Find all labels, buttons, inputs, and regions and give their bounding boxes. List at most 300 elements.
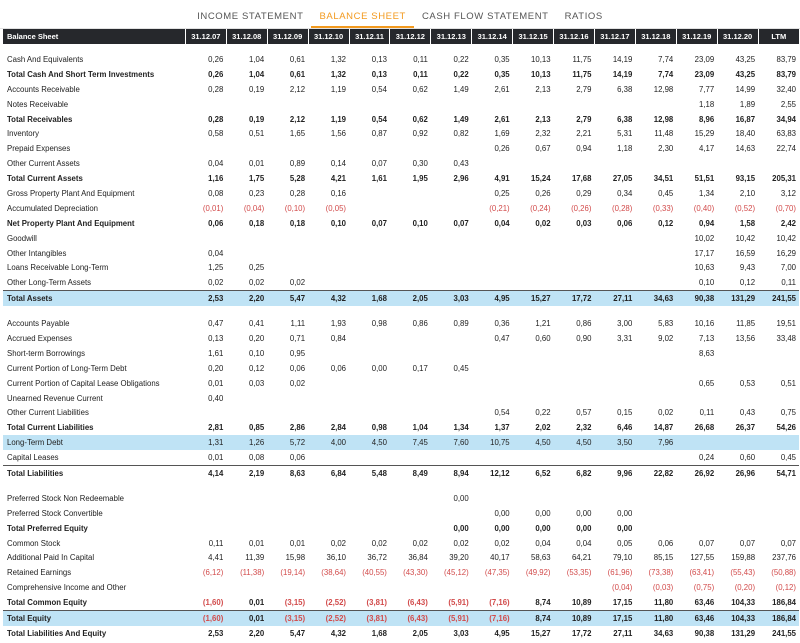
cell-value — [431, 405, 472, 420]
row-label: Accounts Payable — [7, 319, 70, 329]
cell-value — [513, 361, 554, 376]
table-row — [3, 141, 799, 156]
cell-value: 1,04 — [249, 54, 265, 64]
cell-value: 2,55 — [780, 99, 796, 109]
statement-tabs — [0, 0, 800, 29]
table-row — [3, 316, 799, 331]
cell-value — [431, 346, 472, 361]
cell-value: 1,68 — [371, 628, 387, 638]
cell-value: 4,50 — [513, 435, 554, 450]
cell-value — [267, 246, 308, 261]
cell-value: 186,84 — [758, 611, 799, 626]
cell-value: (0,20) — [734, 583, 756, 593]
cell-value: 43,25 — [735, 54, 756, 64]
cell-value: 2,13 — [535, 84, 551, 94]
cell-value: 11,85 — [736, 319, 756, 329]
cell-value — [431, 506, 472, 521]
cell-value — [226, 491, 267, 506]
cell-value: 1,61 — [208, 348, 224, 358]
cell-value — [308, 580, 349, 595]
cell-value — [267, 97, 308, 112]
cell-value: 26,96 — [717, 466, 758, 481]
row-label: Total Current Liabilities — [7, 423, 94, 433]
cell-value: 2,05 — [412, 628, 428, 638]
cell-value: 0,41 — [249, 319, 265, 329]
cell-value — [594, 346, 635, 361]
row-label: Accounts Receivable — [7, 84, 80, 94]
cell-value — [472, 450, 513, 465]
row-label — [3, 481, 185, 491]
cell-value: 0,13 — [371, 69, 387, 79]
cell-value — [308, 405, 349, 420]
cell-value: 0,28 — [208, 114, 224, 124]
cell-value — [185, 506, 226, 521]
cell-value — [431, 260, 472, 275]
cell-value: 15,98 — [285, 553, 306, 563]
cell-value: 2,10 — [739, 188, 756, 198]
cell-value: 0,00 — [453, 493, 469, 503]
row-label: Total Assets — [3, 291, 185, 306]
cell-value — [185, 491, 226, 506]
cell-value — [226, 231, 267, 246]
cell-value — [472, 306, 513, 316]
cell-value — [308, 481, 349, 491]
cell-value: 2,02 — [535, 423, 551, 433]
cell-value — [267, 44, 308, 52]
cell-value — [472, 376, 513, 391]
cell-value — [308, 246, 349, 261]
cell-value: (43,30) — [403, 568, 428, 578]
cell-value — [226, 246, 267, 261]
cell-value — [226, 306, 267, 316]
table-row — [3, 481, 799, 491]
cell-value: 33,48 — [776, 333, 796, 343]
cell-value: 0,06 — [617, 218, 633, 228]
cell-value: 8,94 — [431, 466, 472, 481]
cell-value: 23,09 — [694, 54, 715, 64]
table-row — [3, 376, 799, 391]
cell-value — [390, 481, 431, 491]
cell-value: 9,02 — [658, 333, 674, 343]
row-label: Net Property Plant And Equipment — [7, 218, 135, 228]
cell-value: 0,87 — [371, 129, 387, 139]
cell-value: (0,10) — [284, 203, 306, 213]
cell-value — [226, 405, 267, 420]
cell-value: 0,02 — [453, 538, 469, 548]
table-row — [3, 536, 799, 551]
cell-value: 0,61 — [289, 54, 306, 64]
cell-value — [554, 306, 595, 316]
cell-value — [676, 481, 717, 491]
cell-value: 2,20 — [249, 628, 265, 638]
row-label: Other Current Assets — [7, 159, 80, 169]
cell-value — [758, 361, 799, 376]
cell-value: 0,54 — [371, 114, 387, 124]
cell-value — [267, 506, 308, 521]
column-header: 31.12.07 — [185, 29, 226, 44]
cell-value: 7,74 — [658, 54, 674, 64]
cell-value: (0,26) — [571, 203, 592, 213]
cell-value — [513, 275, 554, 290]
cell-value: 0,00 — [494, 523, 510, 533]
cell-value: 1,75 — [249, 174, 265, 184]
cell-value — [758, 44, 799, 52]
cell-value: (0,04) — [611, 583, 633, 593]
cell-value — [717, 506, 758, 521]
cell-value: 127,55 — [690, 553, 715, 563]
cell-value: 0,07 — [698, 538, 715, 548]
cell-value: 15,29 — [694, 129, 715, 139]
table-row — [3, 231, 799, 246]
cell-value — [676, 435, 717, 450]
cell-value — [635, 260, 676, 275]
cell-value — [226, 391, 267, 406]
cell-value: 237,76 — [772, 553, 796, 563]
cell-value: 1,69 — [494, 129, 510, 139]
cell-value: 0,54 — [494, 408, 510, 418]
cell-value: 1,95 — [412, 174, 428, 184]
column-header: 31.12.19 — [676, 29, 717, 44]
cell-value — [390, 521, 431, 536]
cell-value: 0,06 — [208, 218, 224, 228]
cell-value: 0,90 — [576, 333, 592, 343]
cell-value: 0,22 — [453, 54, 469, 64]
cell-value — [349, 231, 390, 246]
cell-value — [758, 391, 799, 406]
column-header: 31.12.18 — [635, 29, 676, 44]
cell-value: (5,91) — [448, 598, 469, 608]
column-header: 31.12.14 — [472, 29, 513, 44]
cell-value: 0,85 — [249, 423, 265, 433]
table-row — [3, 201, 799, 216]
cell-value: (55,43) — [730, 568, 756, 578]
cell-value: 0,04 — [494, 218, 510, 228]
cell-value: 1,19 — [330, 84, 347, 94]
row-label: Total Equity — [3, 611, 185, 626]
cell-value: 0,15 — [617, 408, 633, 418]
row-label: Preferred Stock Convertible — [7, 508, 103, 518]
cell-value — [185, 580, 226, 595]
cell-value — [267, 231, 308, 246]
cell-value — [308, 376, 349, 391]
cell-value — [349, 521, 390, 536]
table-row — [3, 52, 799, 67]
table-row — [3, 246, 799, 261]
cell-value: 0,03 — [249, 378, 265, 388]
cell-value: 5,72 — [267, 435, 308, 450]
cell-value: (5,91) — [431, 611, 472, 626]
row-label: Notes Receivable — [7, 99, 69, 109]
cell-value — [431, 275, 472, 290]
cell-value — [635, 491, 676, 506]
cell-value — [390, 141, 431, 156]
cell-value: 14,19 — [612, 69, 633, 79]
cell-value: 1,19 — [330, 114, 347, 124]
cell-value — [390, 201, 431, 216]
cell-value — [390, 331, 431, 346]
balance-sheet-table — [3, 29, 799, 641]
cell-value: 4,17 — [698, 144, 715, 154]
cell-value — [185, 405, 226, 420]
cell-value: 0,10 — [330, 218, 347, 228]
cell-value: 0,00 — [617, 523, 633, 533]
cell-value — [513, 481, 554, 491]
tab-income-statement[interactable]: INCOME STATEMENT — [197, 11, 304, 22]
cell-value — [431, 186, 472, 201]
cell-value: 3,03 — [453, 628, 469, 638]
cell-value — [308, 506, 349, 521]
cell-value — [390, 405, 431, 420]
cell-value — [513, 346, 554, 361]
cell-value: 2,81 — [208, 423, 224, 433]
cell-value — [676, 306, 717, 316]
cell-value: (63,41) — [689, 568, 715, 578]
cell-value — [758, 506, 799, 521]
cell-value: (0,21) — [489, 203, 510, 213]
cell-value: 0,71 — [289, 333, 306, 343]
cell-value — [349, 491, 390, 506]
cell-value: 0,20 — [249, 333, 265, 343]
cell-value: 1,32 — [330, 54, 347, 64]
cell-value — [349, 306, 390, 316]
cell-value: 0,67 — [535, 144, 551, 154]
row-label: Preferred Stock Non Redeemable — [7, 493, 125, 503]
cell-value: 1,56 — [330, 129, 347, 139]
cell-value — [554, 246, 595, 261]
cell-value — [349, 450, 390, 465]
cell-value: 104,33 — [731, 598, 756, 608]
cell-value: 10,63 — [694, 263, 715, 273]
cell-value — [676, 506, 717, 521]
cell-value: 1,04 — [249, 69, 265, 79]
cell-value: 27,11 — [613, 628, 633, 638]
cell-value: 7,77 — [698, 84, 715, 94]
cell-value — [349, 97, 390, 112]
cell-value: 0,17 — [412, 363, 428, 373]
cell-value: 0,06 — [330, 363, 347, 373]
cell-value: 3,50 — [594, 435, 635, 450]
cell-value: 0,51 — [780, 378, 796, 388]
cell-value: 6,84 — [308, 466, 349, 481]
cell-value: 6,46 — [617, 423, 633, 433]
cell-value — [349, 275, 390, 290]
cell-value — [226, 521, 267, 536]
cell-value: 0,16 — [330, 188, 347, 198]
cell-value — [635, 450, 676, 465]
cell-value — [267, 141, 308, 156]
cell-value: 0,45 — [780, 453, 796, 463]
cell-value: 205,31 — [772, 174, 796, 184]
cell-value: 19,51 — [776, 319, 796, 329]
cell-value: 17,68 — [571, 174, 592, 184]
cell-value: 11,48 — [654, 129, 674, 139]
cell-value: 0,02 — [289, 378, 306, 388]
cell-value — [554, 231, 595, 246]
cell-value: 13,56 — [735, 333, 756, 343]
cell-value: (0,75) — [693, 583, 715, 593]
cell-value — [554, 450, 595, 465]
row-label: Other Current Liabilities — [7, 408, 89, 418]
table-row — [3, 405, 799, 420]
cell-value — [431, 201, 472, 216]
cell-value — [308, 44, 349, 52]
cell-value — [758, 491, 799, 506]
table-row — [3, 551, 799, 566]
cell-value: (38,64) — [321, 568, 347, 578]
cell-value: 0,00 — [535, 523, 551, 533]
cell-value: 0,30 — [412, 159, 428, 169]
cell-value: 3,12 — [780, 188, 796, 198]
cell-value: 0,23 — [249, 188, 265, 198]
cell-value: 0,75 — [780, 408, 796, 418]
cell-value — [758, 521, 799, 536]
cell-value: 9,43 — [739, 263, 756, 273]
table-row — [3, 435, 799, 450]
cell-value: 1,68 — [349, 291, 390, 306]
cell-value: (73,38) — [648, 568, 674, 578]
cell-value: 0,51 — [249, 129, 265, 139]
cell-value: (3,81) — [366, 598, 387, 608]
cell-value — [554, 44, 595, 52]
cell-value: 241,55 — [758, 291, 799, 306]
cell-value — [308, 391, 349, 406]
cell-value — [390, 491, 431, 506]
cell-value — [717, 481, 758, 491]
cell-value — [267, 580, 308, 595]
cell-value: 2,20 — [226, 291, 267, 306]
cell-value — [349, 186, 390, 201]
cell-value: 0,61 — [289, 69, 306, 79]
cell-value: 64,21 — [571, 553, 592, 563]
cell-value — [431, 44, 472, 52]
cell-value: (50,88) — [771, 568, 796, 578]
cell-value — [390, 231, 431, 246]
cell-value: 0,06 — [658, 538, 674, 548]
table-row — [3, 466, 799, 481]
cell-value — [472, 260, 513, 275]
cell-value — [717, 361, 758, 376]
cell-value — [431, 306, 472, 316]
cell-value: 7,60 — [431, 435, 472, 450]
column-header: 31.12.12 — [390, 29, 431, 44]
cell-value: 2,42 — [780, 218, 796, 228]
cell-value: (6,43) — [407, 598, 428, 608]
cell-value — [676, 44, 717, 52]
cell-value: 27,11 — [594, 291, 635, 306]
cell-value: 0,89 — [453, 319, 469, 329]
cell-value: 10,02 — [694, 233, 715, 243]
table-row — [3, 126, 799, 141]
cell-value: (61,96) — [607, 568, 633, 578]
cell-value — [226, 481, 267, 491]
tab-cash-flow-statement[interactable]: CASH FLOW STATEMENT — [421, 11, 549, 22]
cell-value — [308, 346, 349, 361]
table-row — [3, 391, 799, 406]
cell-value — [594, 481, 635, 491]
cell-value — [635, 521, 676, 536]
cell-value — [635, 376, 676, 391]
row-label: Total Liabilities — [3, 466, 185, 481]
cell-value: 23,09 — [694, 69, 715, 79]
cell-value — [267, 306, 308, 316]
cell-value: 0,25 — [494, 188, 510, 198]
cell-value: 12,98 — [653, 114, 674, 124]
cell-value: 11,39 — [245, 553, 265, 563]
cell-value: 17,15 — [594, 611, 635, 626]
cell-value: 11,80 — [635, 611, 676, 626]
cell-value: 10,16 — [694, 319, 715, 329]
cell-value — [308, 97, 349, 112]
cell-value: 0,10 — [412, 218, 428, 228]
cell-value: (0,28) — [611, 203, 633, 213]
cell-value: 0,02 — [371, 538, 387, 548]
cell-value — [594, 450, 635, 465]
cell-value: 7,45 — [390, 435, 431, 450]
table-row — [3, 216, 799, 231]
cell-value: 1,49 — [453, 84, 469, 94]
tab-ratios[interactable]: RATIOS — [564, 11, 603, 22]
row-label: Gross Property Plant And Equipment — [7, 188, 135, 198]
cell-value: 12,98 — [653, 84, 674, 94]
cell-value: 0,05 — [617, 538, 633, 548]
cell-value: 0,02 — [289, 278, 306, 288]
cell-value — [554, 97, 595, 112]
cell-value: 1,25 — [208, 263, 224, 273]
table-row — [3, 491, 799, 506]
cell-value — [267, 260, 308, 275]
cell-value: 0,01 — [249, 538, 265, 548]
cell-value: 27,05 — [612, 174, 633, 184]
cell-value — [390, 97, 431, 112]
cell-value: 18,40 — [735, 129, 756, 139]
cell-value — [717, 346, 758, 361]
tab-balance-sheet[interactable]: BALANCE SHEET — [311, 11, 413, 28]
cell-value: 2,32 — [535, 129, 551, 139]
cell-value — [676, 391, 717, 406]
cell-value — [513, 260, 554, 275]
cell-value: 4,95 — [494, 628, 510, 638]
cell-value: 16,87 — [735, 114, 756, 124]
row-label: Current Portion of Capital Lease Obligations — [7, 378, 160, 388]
cell-value: 0,12 — [739, 278, 756, 288]
row-label: Unearned Revenue Current — [7, 393, 103, 403]
cell-value — [758, 481, 799, 491]
cell-value: 1,61 — [371, 174, 387, 184]
cell-value — [472, 156, 513, 171]
table-row — [3, 97, 799, 112]
table-row — [3, 595, 799, 610]
cell-value — [267, 405, 308, 420]
cell-value: 32,40 — [776, 84, 796, 94]
cell-value: 0,13 — [208, 333, 224, 343]
cell-value: 0,10 — [698, 278, 715, 288]
cell-value: 131,29 — [717, 291, 758, 306]
cell-value: 2,61 — [494, 114, 510, 124]
cell-value: 8,74 — [535, 598, 551, 608]
cell-value: 14,99 — [735, 84, 756, 94]
cell-value: 0,00 — [535, 508, 551, 518]
cell-value: 93,15 — [735, 174, 756, 184]
cell-value — [472, 231, 513, 246]
cell-value: 131,29 — [731, 628, 756, 638]
cell-value: (0,52) — [734, 203, 756, 213]
cell-value: 1,04 — [412, 423, 428, 433]
row-label: Other Intangibles — [7, 248, 67, 258]
row-label: Total Cash And Short Term Investments — [7, 69, 155, 79]
cell-value: 0,62 — [412, 84, 428, 94]
cell-value: 0,02 — [535, 218, 551, 228]
cell-value — [349, 346, 390, 361]
